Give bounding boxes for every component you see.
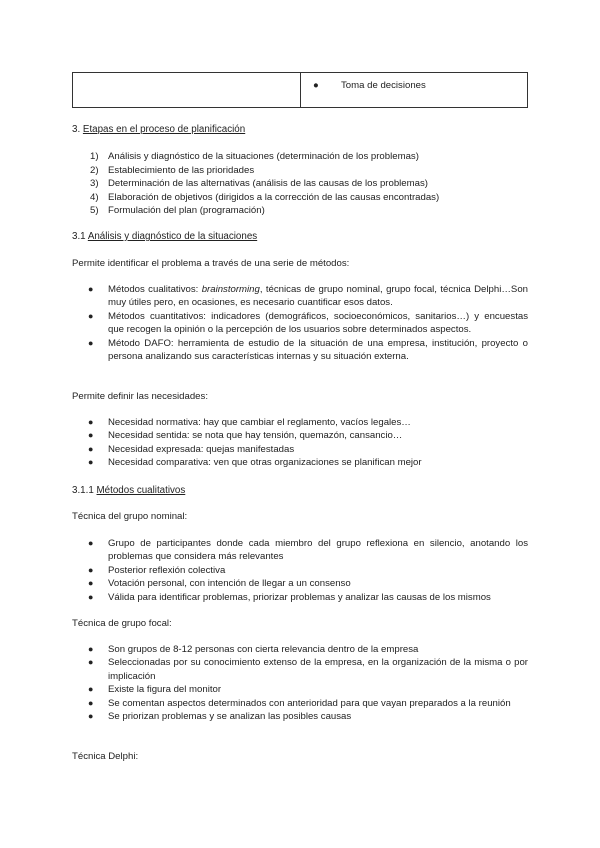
step-text: Establecimiento de las prioridades [108,164,255,176]
step-number: 3) [90,178,99,189]
item-text: Son grupos de 8-12 personas con cierta relevancia dentro de la empresa [108,644,419,655]
list-item [72,537,528,564]
bullet-icon: ● [88,337,94,348]
bullet-icon: ● [88,711,94,722]
list-item [72,177,528,191]
bullet-icon: ● [88,443,94,454]
list-item [72,710,528,723]
section-number: 3.1 [72,231,88,242]
method-text: Métodos cuantitativos: indicadores (demográficos, socioeconómicos, sanitarios…) y encuestas que recogen la opinión o la percepción de los usuarios sobre determinados aspectos. [108,310,528,336]
list-item [72,283,528,310]
need-text: Necesidad normativa: hay que cambiar el reglamento, vacíos legales… [108,417,411,428]
delphi-title: Técnica Delphi: [72,751,139,762]
bullet-icon: ● [88,457,94,468]
bullet-icon: ● [88,430,94,441]
step-text: Formulación del plan (programación) [108,205,265,216]
needs-intro: Permite definir las necesidades: [72,391,208,402]
nominal-title: Técnica del grupo nominal: [72,511,188,522]
bullet-icon: ● [88,310,94,321]
list-item [72,456,528,469]
item-text: Se priorizan problemas y se analizan las posibles causas [108,711,352,723]
section-3-1-1-heading [72,484,528,497]
list-item [72,337,528,364]
steps-list [72,150,528,218]
list-item [72,443,528,456]
bullet-icon: ● [88,417,94,427]
list-item [72,683,528,696]
method-label: Métodos cualitativos: [108,284,202,295]
step-number: 5) [90,205,99,216]
list-item [72,164,528,178]
section-title: Análisis y diagnóstico de la situaciones [87,231,258,242]
bullet-icon: ● [313,80,319,91]
need-text: Necesidad sentida: se nota que hay tensión, quemazón, cansancio… [108,430,403,442]
section-3-heading [72,123,528,136]
step-text: Análisis y diagnóstico de la situaciones (determinación de los problemas) [108,151,419,162]
item-text: Votación personal, con intención de llegar a un consenso [108,578,351,590]
nominal-list [72,537,528,604]
step-number: 1) [90,151,99,162]
methods-list [72,283,528,363]
table-cell-right [301,73,527,107]
bullet-icon: ● [88,591,94,602]
list-item [72,591,528,604]
list-item [72,697,528,710]
list-item [72,416,528,429]
section-number: 3.1.1 [72,485,97,496]
bullet-icon: ● [88,284,94,294]
bullet-icon: ● [88,684,94,695]
step-text: Elaboración de objetivos (dirigidos a la corrección de las causas encontradas) [108,191,440,203]
method-text: Método DAFO: herramienta de estudio de la situación de una empresa, institución, proyecto o persona analizando sus características internas y su situación externa. [108,337,528,363]
needs-list [72,416,528,470]
methods-intro: Permite identificar el problema a través de una serie de métodos: [72,258,350,269]
bullet-icon: ● [88,564,94,575]
method-italic: brainstorming [201,284,260,295]
step-number: 4) [90,191,99,203]
bullet-icon: ● [88,697,94,708]
bullet-icon: ● [88,644,94,654]
step-number: 2) [90,164,99,176]
method-text: , técnicas de grupo nominal, grupo focal, técnica Delphi…Son muy útiles pero, en ocasiones, es necesario cuantificar esos datos. [108,284,528,309]
step-text: Determinación de las alternativas (análisis de las causas de los problemas) [108,178,428,189]
focal-title: Técnica de grupo focal: [72,618,172,629]
list-item [72,643,528,656]
list-item [72,191,528,205]
continuation-table [72,72,528,108]
list-item [72,150,528,164]
list-item [72,564,528,577]
need-text: Necesidad expresada: quejas manifestadas [108,443,295,455]
list-item [72,656,528,683]
bullet-icon: ● [88,578,94,589]
item-text: Existe la figura del monitor [108,684,222,696]
table-item: Toma de decisiones [341,80,426,91]
bullet-icon: ● [88,538,94,548]
table-cell-left [73,73,301,107]
list-item [72,577,528,590]
focal-list [72,643,528,723]
item-text: Se comentan aspectos determinados con anterioridad para que vayan preparados a la reunión [108,697,511,709]
item-text: Grupo de participantes donde cada miembro del grupo reflexiona en silencio, anotando los problemas que considera más relevantes [108,538,528,563]
section-title: Etapas en el proceso de planificación [82,124,246,135]
bullet-icon: ● [88,657,94,668]
list-item [72,310,528,337]
need-text: Necesidad comparativa: ven que otras organizaciones se planifican mejor [108,457,422,469]
section-3-1-heading [72,230,528,243]
list-item [72,429,528,442]
list-item [72,204,528,218]
section-title: Métodos cualitativos [96,485,186,496]
item-text: Válida para identificar problemas, priorizar problemas y analizar las causas de los mismos [108,591,491,603]
section-number: 3. [72,124,83,135]
item-text: Posterior reflexión colectiva [108,564,226,576]
item-text: Seleccionadas por su conocimiento extenso de la empresa, en la organización de la misma o por implicación [108,657,528,682]
